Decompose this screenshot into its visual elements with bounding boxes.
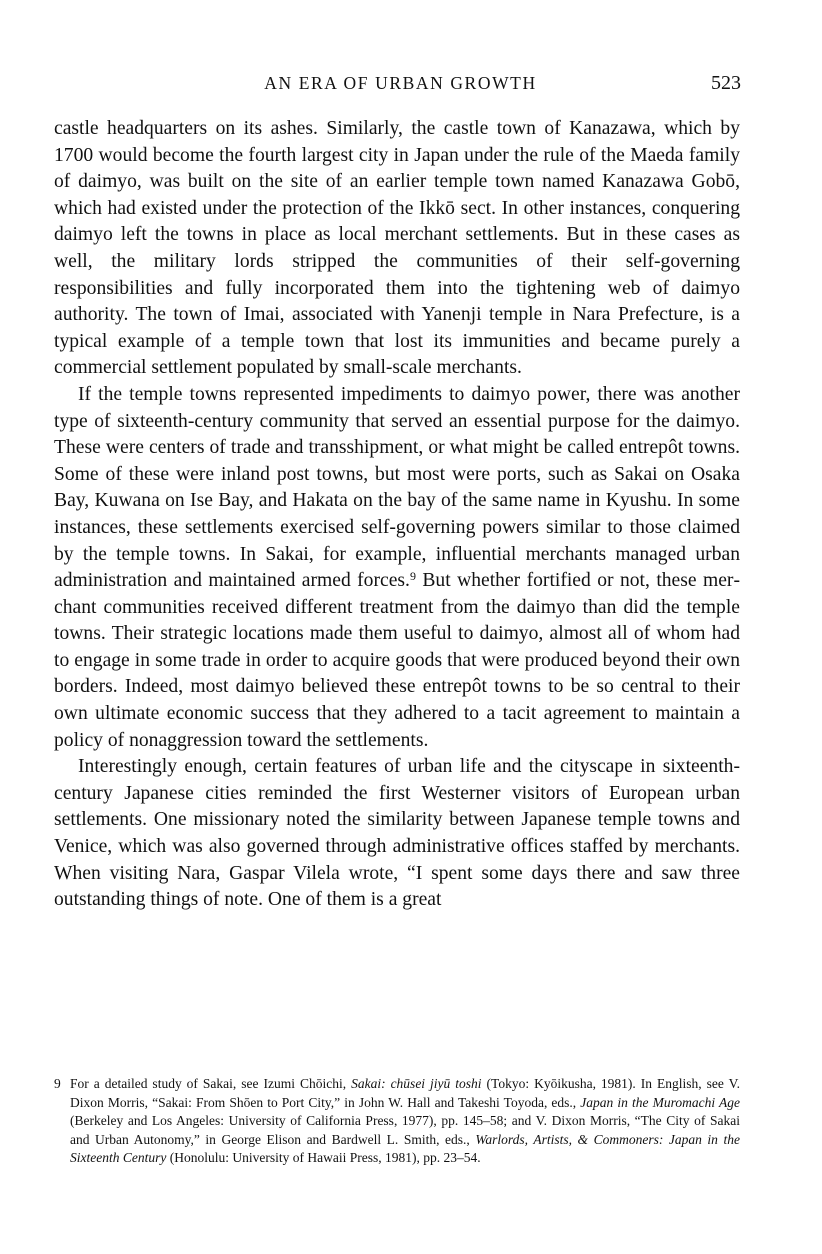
paragraph-text: If the temple towns represented impediments to daimyo power, there was another type of sixteenth-century community that served an essential purpose for the daimyo. These were centers of trade and transshipment, or what might be called entrepôt towns. Some of these were inland post towns, but most were ports, such as Sakai on Osaka Bay, Kuwana on Ise Bay, and Hakata on the bay of the same name in Kyushu. In some instances, these settlements exercised self-governing powers similar to those claimed by the temple towns. In Sakai, for example, influential merchants managed urban administration and maintained armed forces. [54, 383, 740, 592]
footnote [54, 1075, 740, 1168]
footnote-title: Sakai: chūsei jiyū toshi [351, 1076, 482, 1091]
paragraph [54, 382, 740, 754]
page-number: 523 [711, 72, 741, 94]
paragraph-text: But whether fortified or not, these merchant communities received different treatment from the daimyo than did the temple towns. Their strategic locations made them useful to daimyo, almost all of whom had to engage in some trade in order to acquire goods that were produced beyond their own borders. Indeed, most daimyo believed these entrepôt towns to be so central to their own ultimate economic success that they adhered to a tacit agreement to maintain a policy of nonaggression toward the settlements. [54, 570, 740, 751]
footnote-text: (Tokyo: Kyōikusha, 1981). In English, see V. Dixon Morris, “Sakai: From Shōen to Port City,” in John W. Hall and Takeshi Toyoda, eds., [70, 1076, 741, 1110]
footnote-text: For a detailed study of Sakai, see Izumi Chōichi, [70, 1076, 352, 1091]
footnote-text: (Honolulu: University of Hawaii Press, 1981), pp. 23–54. [166, 1150, 481, 1166]
footnote-text: (Berkeley and Los Angeles: University of California Press, 1977), pp. 145–58; and V. Dixon Morris, “The City of Sakai and Urban Autonomy,” in George Elison and Bardwell L. Smith, eds., [70, 1113, 740, 1147]
paragraph: Interestingly enough, certain features of urban life and the cityscape in sixteenth-century Japanese cities reminded the first Westerner visitors of European urban settlements. One missionary noted the similarity between Japanese temple towns and Venice, which was also governed through administrative offices staffed by merchants. When visiting Nara, Gaspar Vilela wrote, “I spent some days there and saw three outstanding things of note. One of them is a great [54, 756, 740, 911]
running-title: AN ERA OF URBAN GROWTH [264, 73, 537, 93]
footnotes [54, 1075, 740, 1168]
footnote-reference[interactable]: 9 [409, 569, 416, 584]
footnote-number: 9 [54, 1076, 61, 1091]
paragraph-continued: castle headquarters on its ashes. Similarly, the castle town of Kanazawa, which by 1700 would become the fourth largest city in Japan under the rule of the Maeda family of daimyo, was built on the site of an earlier temple town named Kanazawa Gobō, which had existed under the protection of the Ikkō sect. In other instances, conquering daimyo left the towns in place as local merchant settlements. But in these cases as well, the military lords stripped the communities of their self-governing responsibilities and fully incorporated them into the tightening web of daimyo authority. The town of Imai, associated with Yanenji temple in Nara Prefecture, is a typical example of a temple town that lost its immunities and became purely a commercial settlement populated by small-scale merchants. [54, 118, 740, 379]
running-head [60, 71, 741, 95]
body-text [54, 116, 740, 914]
footnote-title: Japan in the Muromachi Age [580, 1094, 740, 1110]
footnote-title: Warlords, Artists, & Commoners: Japan in the Sixteenth Century [70, 1131, 740, 1166]
